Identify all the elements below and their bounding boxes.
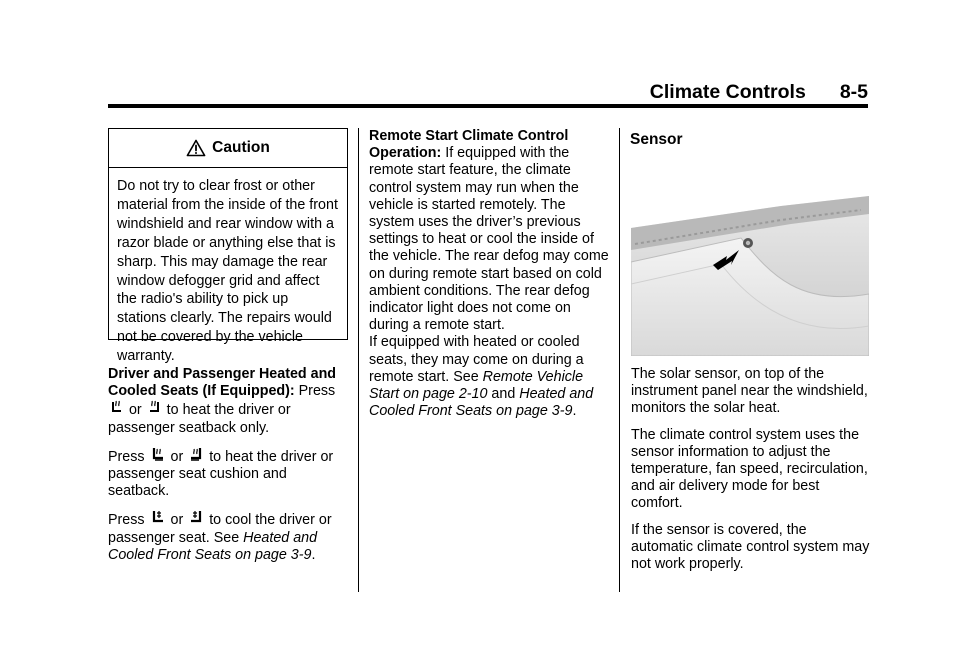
- sensor-paragraph-3: If the sensor is covered, the automatic climate control system may not work properly.: [631, 521, 870, 573]
- caution-title: Caution: [212, 139, 270, 156]
- cooled-seat-icon: [151, 509, 165, 526]
- press-word: Press: [108, 448, 145, 465]
- sensor-text: [631, 366, 871, 582]
- or-word: or: [170, 512, 184, 529]
- column-divider-2: [619, 128, 620, 592]
- caution-box: [108, 128, 348, 365]
- remote-cross-reference-2: Heated and Cooled Front Seats on page 3-9: [369, 386, 594, 420]
- seats-cross-reference: Heated and Cooled Front Seats on page 3-9: [108, 529, 318, 563]
- press-word: Press: [108, 512, 145, 529]
- remote-cross-reference-1: Remote Vehicle Start on page 2-10: [369, 368, 584, 403]
- or-word: or: [128, 402, 142, 419]
- column-divider-1: [358, 128, 359, 592]
- remote-paragraph-1: [369, 128, 609, 334]
- or-word: or: [170, 448, 184, 465]
- heated-seatback-icon: [110, 400, 123, 416]
- period: .: [572, 403, 577, 420]
- sensor-paragraph-2: The climate control system uses the sensor information to adjust the temperature, fan speed, recirculation, and air delivery mode for best comfort.: [631, 426, 868, 512]
- sensor-section-title-wrap: [630, 128, 870, 148]
- cooled-seat-icon: [189, 509, 203, 526]
- seats-paragraph-1: [108, 366, 348, 437]
- and-word: and: [491, 386, 516, 403]
- page-number: 8-5: [839, 81, 868, 103]
- caution-header: [109, 129, 347, 168]
- press-word: Press: [298, 383, 336, 400]
- caution-text: Do not try to clear frost or other material from the inside of the front windshield and rear window with a razor blade or anything else that is sharp. This may damage the rear window defogger grid and affect the radio's ability to pick up stations clearly. The repairs would not be covered by the vehicle warranty.: [117, 178, 338, 365]
- remote-paragraph-2: [369, 334, 609, 420]
- seats-p1-tail: to heat the driver or passenger seatback only.: [108, 402, 291, 436]
- sensor-paragraph-1: The solar sensor, on top of the instrument panel near the windshield, monitors the solar heat.: [631, 366, 868, 417]
- section-title-header: Climate Controls: [649, 81, 806, 103]
- seats-paragraph-3: [108, 509, 348, 564]
- heated-seat-icon: [151, 446, 165, 463]
- heated-seat-icon: [189, 446, 203, 463]
- remote-body: If equipped with the remote start feature, the climate control system may run when the vehicle is started remotely. The system uses the driver’s previous settings to heat or cool the inside of the vehicle. The rear defog may come on during remote start based on cold ambient conditions. The rear defog indicator light does not come on during a remote start.: [369, 145, 609, 334]
- remote-lead: Remote Start Climate Control Operation:: [369, 128, 569, 162]
- warning-triangle-icon: [186, 139, 206, 157]
- period: .: [311, 546, 316, 563]
- seats-p2-tail: to heat the driver or passenger seat cushion and seatback.: [108, 448, 334, 500]
- seats-p3-tail: to cool the driver or passenger seat. See: [108, 512, 332, 546]
- seats-section: [108, 366, 348, 573]
- header-rule: [108, 104, 868, 108]
- sensor-title: Sensor: [630, 131, 683, 148]
- remote-body-2: If equipped with heated or cooled seats, they may come on during a remote start. See: [369, 334, 584, 385]
- remote-start-section: [369, 128, 609, 429]
- page-header: [108, 76, 868, 104]
- solar-sensor-illustration: [631, 166, 869, 356]
- seats-lead: Driver and Passenger Heated and Cooled Seats (If Equipped):: [108, 366, 337, 400]
- seats-paragraph-2: [108, 446, 348, 501]
- heated-seatback-icon: [148, 400, 161, 416]
